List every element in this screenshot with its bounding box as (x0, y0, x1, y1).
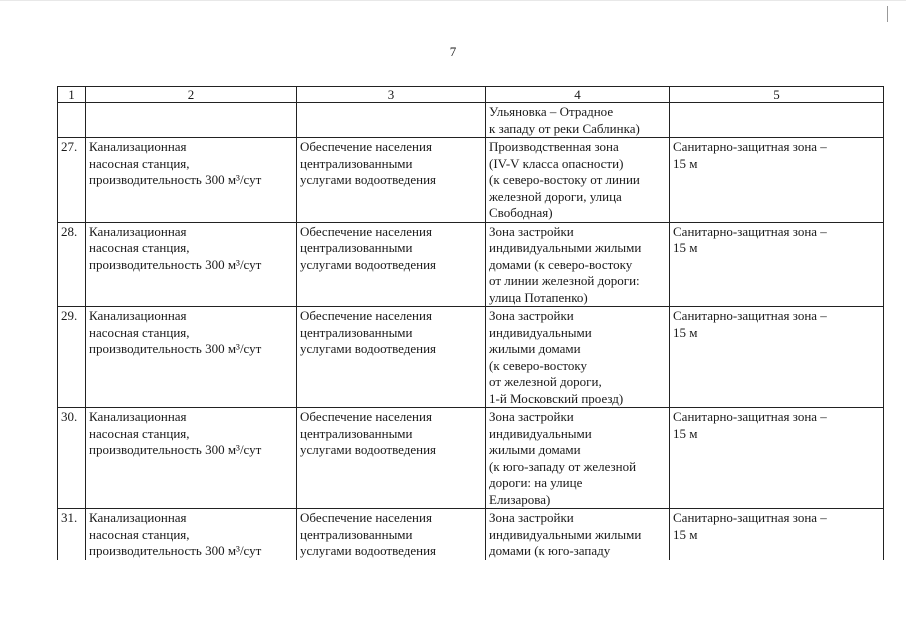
row-number-cell: 27. (58, 138, 86, 223)
continuation-row (58, 103, 884, 138)
table-row (58, 307, 884, 408)
object-cell: Канализационная насосная станция, производительность 300 м³/сут (86, 408, 297, 509)
page-number: 7 (449, 44, 457, 59)
object-cell (86, 103, 297, 138)
facilities-table (57, 86, 884, 560)
row-number-cell: 31. (58, 509, 86, 560)
table-container (57, 86, 884, 560)
table-body (58, 87, 884, 560)
object-cell: Канализационная насосная станция, производительность 300 м³/сут (86, 307, 297, 408)
object-cell: Канализационная насосная станция, производительность 300 м³/сут (86, 509, 297, 560)
purpose-cell: Обеспечение населения централизованными услугами водоотведения (297, 408, 486, 509)
location-cell: Зона застройки индивидуальными жилыми домами (к северо-востоку от линии железной дороги: улица Потапенко) (486, 222, 670, 307)
column-number-header: 3 (297, 87, 486, 103)
table-row (58, 408, 884, 509)
row-number-cell: 30. (58, 408, 86, 509)
purpose-cell: Обеспечение населения централизованными услугами водоотведения (297, 509, 486, 560)
location-cell: Зона застройки индивидуальными жилыми домами (к северо-востоку от железной дороги, 1-й Московский проезд) (486, 307, 670, 408)
purpose-cell: Обеспечение населения централизованными услугами водоотведения (297, 307, 486, 408)
column-number-header: 4 (486, 87, 670, 103)
zone-cell: Санитарно-защитная зона – 15 м (670, 222, 884, 307)
table-row (58, 509, 884, 560)
scan-edge-mark (887, 6, 888, 22)
table-row (58, 222, 884, 307)
table-row (58, 138, 884, 223)
location-cell: Зона застройки индивидуальными жилыми домами (к юго-западу (486, 509, 670, 560)
column-number-header-row (58, 87, 884, 103)
column-number-header: 1 (58, 87, 86, 103)
location-cell: Производственная зона (IV-V класса опасности) (к северо-востоку от линии железной дороги, улица Свободная) (486, 138, 670, 223)
object-cell: Канализационная насосная станция, производительность 300 м³/сут (86, 138, 297, 223)
purpose-cell (297, 103, 486, 138)
row-number-cell: 29. (58, 307, 86, 408)
zone-cell: Санитарно-защитная зона – 15 м (670, 138, 884, 223)
zone-cell (670, 103, 884, 138)
object-cell: Канализационная насосная станция, производительность 300 м³/сут (86, 222, 297, 307)
row-number-cell: 28. (58, 222, 86, 307)
zone-cell: Санитарно-защитная зона – 15 м (670, 307, 884, 408)
scan-top-edge (0, 0, 906, 1)
location-cell: Ульяновка – Отрадное к западу от реки Саблинка) (486, 103, 670, 138)
zone-cell: Санитарно-защитная зона – 15 м (670, 408, 884, 509)
purpose-cell: Обеспечение населения централизованными услугами водоотведения (297, 138, 486, 223)
location-cell: Зона застройки индивидуальными жилыми домами (к юго-западу от железной дороги: на улице Елизарова) (486, 408, 670, 509)
column-number-header: 2 (86, 87, 297, 103)
row-number-cell (58, 103, 86, 138)
zone-cell: Санитарно-защитная зона – 15 м (670, 509, 884, 560)
purpose-cell: Обеспечение населения централизованными услугами водоотведения (297, 222, 486, 307)
column-number-header: 5 (670, 87, 884, 103)
